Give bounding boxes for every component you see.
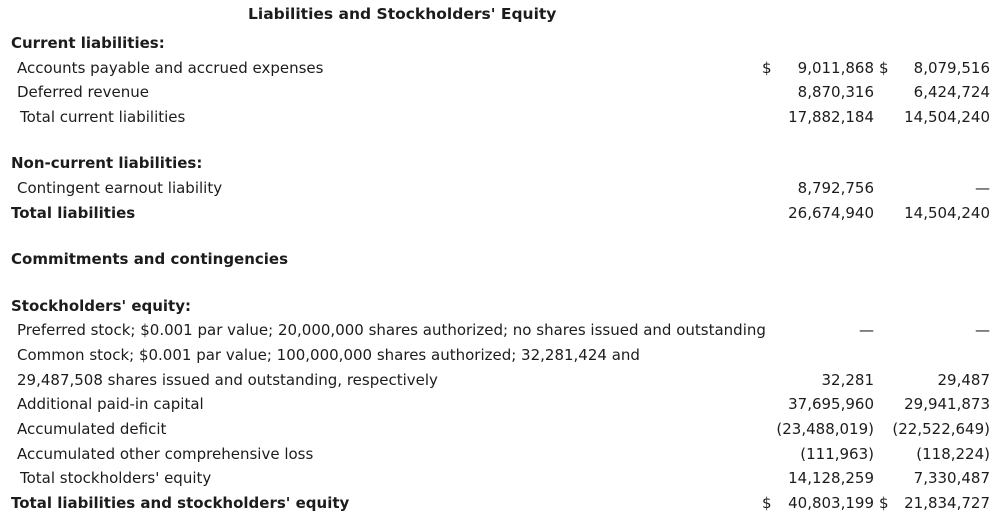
row-label: Accounts payable and accrued expenses [17,59,324,77]
row-total-stockholders-equity [0,466,1000,490]
currency-symbol: $ [762,59,772,77]
row-accounts-payable [0,56,1000,80]
value-col-2: 21,834,727 [904,494,990,512]
row-label: Deferred revenue [17,83,149,101]
value-col-1: (23,488,019) [776,420,874,438]
value-col-1: 8,792,756 [797,179,874,197]
row-label: Commitments and contingencies [11,250,289,268]
value-col-2: 29,487 [937,371,990,389]
row-label: Contingent earnout liability [17,179,223,197]
value-col-1: 17,882,184 [788,108,874,126]
row-current-liabilities-header [0,31,1000,55]
value-col-2: (22,522,649) [892,420,990,438]
row-non-current-liabilities-header [0,151,1000,175]
value-col-1: — [859,321,874,339]
row-contingent-earnout-liability [0,176,1000,200]
value-col-1: 14,128,259 [788,469,874,487]
row-label: Additional paid-in capital [17,395,204,413]
value-col-1: 40,803,199 [788,494,874,512]
value-col-2: 14,504,240 [904,108,990,126]
value-col-1: 37,695,960 [788,395,874,413]
value-col-1: 8,870,316 [797,83,874,101]
row-label: Accumulated other comprehensive loss [17,445,314,463]
row-label: Common stock; $0.001 par value; 100,000,000 shares authorized; 32,281,424 and [17,346,640,364]
value-col-1: 26,674,940 [788,204,874,222]
row-label: Total current liabilities [20,108,186,126]
row-common-stock-line-2 [0,368,1000,392]
row-total-current-liabilities [0,105,1000,129]
row-total-liabilities-and-stockholders-equity [0,491,1000,515]
value-col-2: 14,504,240 [904,204,990,222]
value-col-2: (118,224) [916,445,990,463]
row-label: Total liabilities [11,204,136,222]
row-label: Stockholders' equity: [11,297,191,315]
value-col-2: — [975,321,990,339]
value-col-1: 32,281 [821,371,874,389]
currency-symbol: $ [762,494,772,512]
value-col-2: 7,330,487 [913,469,990,487]
row-label: 29,487,508 shares issued and outstanding, respectively [17,371,438,389]
currency-symbol: $ [879,59,889,77]
value-col-2: 8,079,516 [913,59,990,77]
value-col-2: 6,424,724 [913,83,990,101]
statement-heading: Liabilities and Stockholders' Equity [248,5,557,23]
row-stockholders-equity-header [0,294,1000,318]
row-additional-paid-in-capital [0,392,1000,416]
row-deferred-revenue [0,80,1000,104]
value-col-2: — [975,179,990,197]
row-label: Total liabilities and stockholders' equity [11,494,350,512]
row-preferred-stock [0,318,1000,342]
row-accumulated-other-comprehensive-loss [0,442,1000,466]
row-label: Accumulated deficit [17,420,167,438]
value-col-2: 29,941,873 [904,395,990,413]
row-label: Current liabilities: [11,34,165,52]
row-label: Preferred stock; $0.001 par value; 20,000,000 shares authorized; no shares issued and outstanding [17,321,766,339]
currency-symbol: $ [879,494,889,512]
row-commitments-and-contingencies [0,247,1000,271]
row-accumulated-deficit [0,417,1000,441]
row-label: Total stockholders' equity [20,469,212,487]
row-common-stock-line-1 [0,343,1000,367]
row-total-liabilities [0,201,1000,225]
value-col-1: 9,011,868 [797,59,874,77]
value-col-1: (111,963) [800,445,874,463]
row-label: Non-current liabilities: [11,154,203,172]
